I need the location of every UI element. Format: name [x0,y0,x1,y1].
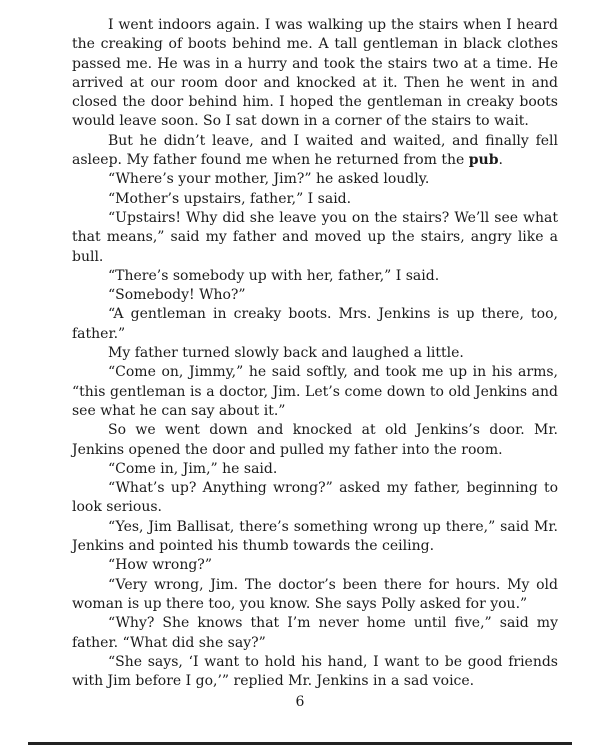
paragraph: “She says, ‘I want to hold his hand, I want to be good friends with Jim before I go,’” replied Mr. Jenkins in a sad voice. [72,653,558,690]
book-page [72,16,558,691]
paragraph: I went indoors again. I was walking up the stairs when I heard the creaking of boots behind me. A tall gentleman in black clothes passed me. He was in a hurry and took the stairs two at a time. He arrived at our room door and knocked at it. Then he went in and closed the door behind him. I hoped the gentleman in creaky boots would leave soon. So I sat down in a corner of the stairs to wait. [72,17,558,130]
paragraph: “Mother’s upstairs, father,” I said. [108,190,352,207]
paragraph-text: . [498,152,503,169]
paragraph: “Somebody! Who?” [108,287,246,304]
paragraph [72,132,558,171]
paragraph: “Why? She knows that I’m never home until five,” said my father. “What did she say?” [72,615,558,651]
paragraph: So we went down and knocked at old Jenkins’s door. Mr. Jenkins opened the door and pulled my father into the room. [72,422,558,458]
paragraph: “Come on, Jimmy,” he said softly, and took me up in his arms, “this gentleman is a doctor, Jim. Let’s come down to old Jenkins and see what he can say about it.” [72,364,558,419]
paragraph: “How wrong?” [108,557,212,574]
bottom-rule [28,742,572,745]
paragraph: “Upstairs! Why did she leave you on the stairs? We’ll see what that means,” said my father and moved up the stairs, angry like a bull. [72,209,558,265]
bold-word: pub [468,152,499,169]
paragraph: “Very wrong, Jim. The doctor’s been there for hours. My old woman is up there too, you know. She says Polly asked for you.” [72,576,558,612]
paragraph: “Come in, Jim,” he said. [108,460,278,477]
paragraph: “Yes, Jim Ballisat, there’s something wrong up there,” said Mr. Jenkins and pointed his thumb towards the ceiling. [72,518,558,555]
paragraph: “What’s up? Anything wrong?” asked my father, beginning to look serious. [72,480,558,516]
paragraph-text: But he didn’t leave, and I waited and waited, and finally fell asleep. My father found me when he returned from the [72,132,558,169]
paragraph: My father turned slowly back and laughed a little. [108,345,464,362]
page-number: 6 [295,694,305,710]
paragraph: “A gentleman in creaky boots. Mrs. Jenkins is up there, too, father.” [72,306,558,342]
paragraph: “There’s somebody up with her, father,” I said. [108,267,440,284]
paragraph: “Where’s your mother, Jim?” he asked loudly. [108,171,430,188]
